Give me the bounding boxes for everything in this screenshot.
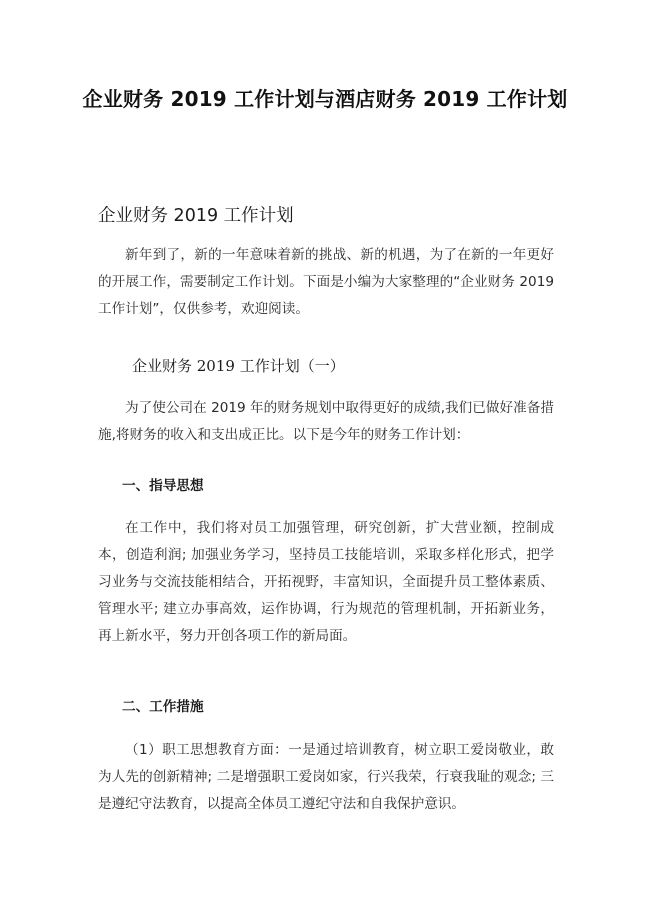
- work-measures-paragraph: （1）职工思想教育方面：一是通过培训教育，树立职工爱岗敬业，敢为人先的创新精神; 二是增强职工爱岗如家，行兴我荣，行衰我耻的观念; 三是遵纪守法教育，以提高全体员工遵纪守法和自我保护意识。: [98, 742, 554, 812]
- heading-work-measures: 二、工作措施: [122, 699, 204, 715]
- plan-intro-paragraph: 为了使公司在 2019 年的财务规划中取得更好的成绩,我们已做好准备措施,将财务的收入和支出成正比。以下是今年的财务工作计划：: [98, 400, 554, 443]
- document-title: 企业财务 2019 工作计划与酒店财务 2019 工作计划: [82, 87, 568, 111]
- plan-subtitle: 企业财务 2019 工作计划（一）: [132, 357, 345, 375]
- heading-guiding-ideology: 一、指导思想: [122, 478, 204, 494]
- intro-paragraph: 新年到了，新的一年意味着新的挑战、新的机遇，为了在新的一年更好的开展工作，需要制定工作计划。下面是小编为大家整理的“企业财务 2019 工作计划”，仅供参考，欢迎阅读。: [98, 247, 554, 317]
- section-title: 企业财务 2019 工作计划: [98, 206, 294, 226]
- guiding-ideology-paragraph: 在工作中，我们将对员工加强管理，研究创新，扩大营业额，控制成本，创造利润; 加强业务学习，坚持员工技能培训，采取多样化形式，把学习业务与交流技能相结合，开拓视野，丰富知识，全面提升员工整体素质、管理水平; 建立办事高效，运作协调，行为规范的管理机制，开拓新业务，再上新水平，努力开创各项工作的新局面。: [98, 520, 554, 644]
